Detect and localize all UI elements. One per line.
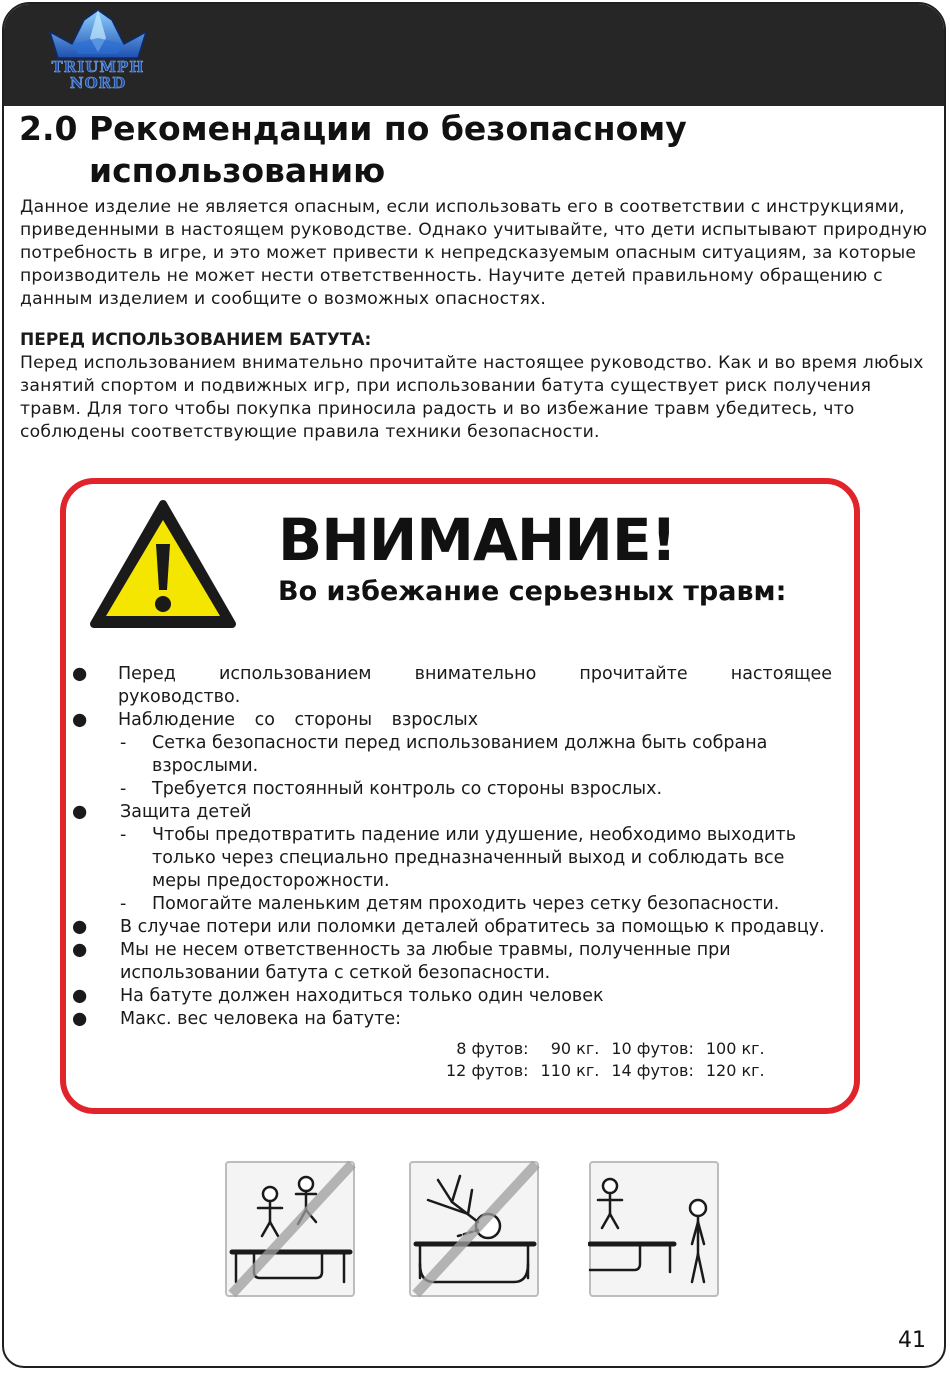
rule-max-weight: Макс. вес человека на батуте:	[120, 1009, 401, 1029]
list-item	[72, 709, 832, 732]
weight-cell: 90 кг.	[550, 1039, 600, 1058]
size-cell: 10 футов:	[611, 1039, 694, 1058]
list-item	[72, 1008, 832, 1031]
weight-cell: 120 кг.	[705, 1061, 765, 1080]
warning-subtitle: Во избежание серьезных травм:	[278, 576, 787, 607]
max-weight-table	[440, 1038, 771, 1082]
list-subitem	[72, 824, 832, 893]
list-subitem	[72, 893, 832, 916]
dash: -	[120, 733, 127, 753]
page-number: 41	[898, 1328, 926, 1353]
no-falling-off-icon	[408, 1160, 540, 1298]
dash: -	[120, 894, 127, 914]
rule-adult-supervision: Наблюдение со стороны взрослых	[118, 710, 479, 730]
supervision-icon	[588, 1160, 720, 1298]
list-subitem	[72, 732, 832, 778]
size-cell: 8 футов:	[456, 1039, 529, 1058]
page-title	[19, 108, 687, 192]
logo-text-triumph: TRIUMPH	[51, 58, 145, 76]
intro-paragraph: Данное изделие не является опасным, если использовать его в соответствии с инструкциями, приведенными в настоящем руководстве. Однако учитывайте, что дети испытывают природную потребность в игре, и это может привести к непредсказуемым опасным ситуациям, за которые производитель не может нести ответственность. Научите детей правильному обращению с данным изделием и сообщите о возможных опасностях.	[20, 197, 928, 309]
warning-rules-list	[72, 663, 832, 1031]
list-item	[72, 916, 832, 939]
rule-read-manual: Перед использованием внимательно прочитайте настоящее	[118, 664, 832, 684]
dash: -	[120, 779, 127, 799]
weight-cell: 100 кг.	[705, 1039, 765, 1058]
bullet: ●	[72, 1009, 88, 1029]
title-line1: Рекомендации по безопасному	[89, 109, 687, 148]
rule-child-protection: Защита детей	[120, 802, 252, 822]
weight-cell: 110 кг.	[540, 1061, 600, 1080]
bullet: ●	[72, 664, 88, 684]
bullet: ●	[72, 710, 88, 730]
list-item	[72, 985, 832, 1008]
bullet: ●	[72, 940, 88, 960]
warning-title: ВНИМАНИЕ!	[278, 506, 677, 574]
title-line2: использованию	[89, 151, 386, 190]
section-number: 2.0	[19, 109, 78, 148]
warning-triangle-icon	[88, 498, 238, 630]
rule-read-manual-cont: руководство.	[118, 687, 241, 707]
list-item	[72, 939, 832, 985]
rule-help-small-children: Помогайте маленьким детям проходить через сетку безопасности.	[152, 894, 780, 914]
logo	[28, 8, 168, 94]
table-row	[440, 1038, 771, 1060]
list-item	[72, 801, 832, 824]
rule-liability: Мы не несем ответственность за любые травмы, полученные при использовании батута с сеткой безопасности.	[120, 940, 731, 983]
list-item	[72, 663, 832, 709]
list-subitem	[72, 778, 832, 801]
rule-one-person: На батуте должен находиться только один человек	[120, 986, 604, 1006]
logo-text-nord: NORD	[69, 74, 127, 92]
before-use-text: Перед использованием внимательно прочитайте настоящее руководство. Как и во время любых занятий спортом и подвижных игр, при использовании батута существует риск получения травм. Для того чтобы покупка приносила радость и во избежание травм убедитесь, что соблюдены соответствующие правила техники безопасности.	[20, 353, 924, 442]
size-cell: 12 футов:	[446, 1061, 529, 1080]
size-cell: 14 футов:	[611, 1061, 694, 1080]
table-row	[440, 1060, 771, 1082]
no-two-people-icon	[224, 1160, 356, 1298]
rule-constant-control: Требуется постоянный контроль со стороны взрослых.	[152, 779, 663, 799]
rule-exit-safely: Чтобы предотвратить падение или удушение, необходимо выходить только через специально предназначенный выход и соблюдать все меры предосторожности.	[152, 825, 797, 891]
bullet: ●	[72, 917, 88, 937]
dash: -	[120, 825, 127, 845]
bullet: ●	[72, 802, 88, 822]
crown-icon	[28, 8, 168, 60]
bullet: ●	[72, 986, 88, 1006]
before-use-heading: ПЕРЕД ИСПОЛЬЗОВАНИЕМ БАТУТА:	[20, 330, 372, 350]
rule-missing-parts: В случае потери или поломки деталей обратитесь за помощью к продавцу.	[120, 917, 825, 937]
rule-net-assembly: Сетка безопасности перед использованием должна быть собрана взрослыми.	[152, 733, 768, 776]
